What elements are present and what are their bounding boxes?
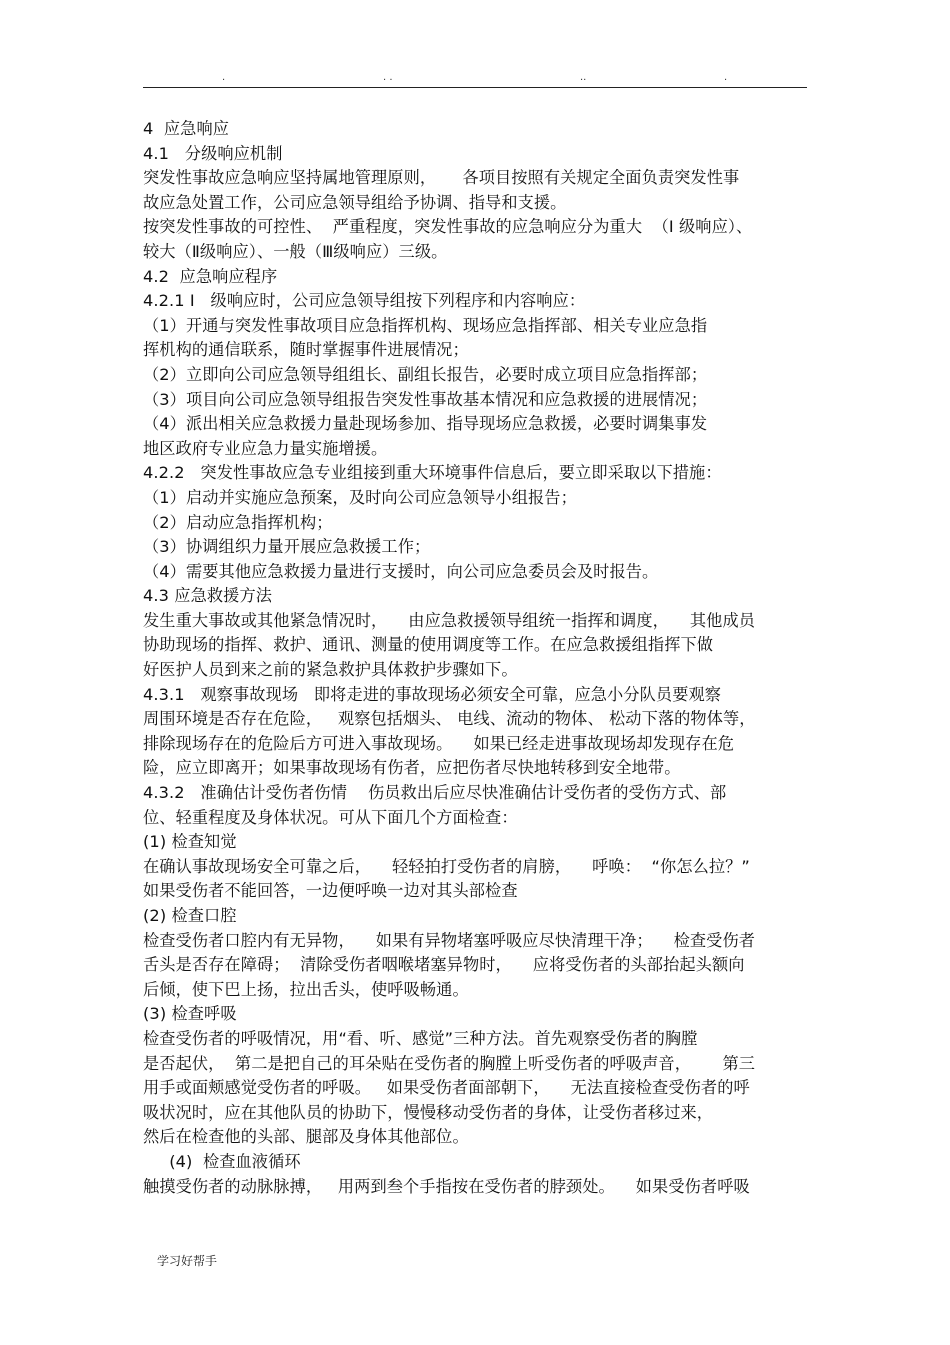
text-line: 排除现场存在的危险后方可进入事故现场。 如果已经走进事故现场却发现存在危 <box>143 733 735 753</box>
text-line: 发生重大事故或其他紧急情况时， 由应急救援领导组统一指挥和调度， 其他成员 <box>143 610 756 630</box>
header-dot-3: .. <box>580 72 587 83</box>
text-line: 好医护人员到来之前的紧急救护具体救护步骤如下。 <box>143 660 518 680</box>
text-line: (1) 检查知觉 <box>143 832 237 852</box>
text-line: 4 应急响应 <box>143 119 230 138</box>
text-line: （3）项目向公司应急领导组报告突发性事故基本情况和应急救援的进展情况； <box>143 389 708 409</box>
text-line: 舌头是否存在障碍； 清除受伤者咽喉堵塞异物时， 应将受伤者的头部抬起头额向 <box>143 955 745 975</box>
text-line: 4.3 应急救援方法 <box>143 586 273 606</box>
text-line: 4.2 应急响应程序 <box>143 266 278 286</box>
text-line: （2）启动应急指挥机构； <box>143 512 333 532</box>
text-line: 4.3.1 观察事故现场 即将走进的事故现场必须安全可靠，应急小分队员要观察 <box>143 684 722 704</box>
text-line: 较大（Ⅱ级响应）、一般（Ⅲ级响应）三级。 <box>143 241 448 261</box>
text-line: 在确认事故现场安全可靠之后， 轻轻拍打受伤者的肩膀， 呼唤： “你怎么拉？” <box>143 856 750 876</box>
text-line: 如果受伤者不能回答，一边便呼唤一边对其头部检查 <box>143 881 518 901</box>
text-line: 检查受伤者口腔内有无异物， 如果有异物堵塞呼吸应尽快清理干净； 检查受伤者 <box>143 930 756 950</box>
header-rule <box>143 87 807 88</box>
text-line: 然后在检查他的头部、腿部及身体其他部位。 <box>143 1127 469 1147</box>
text-line: （1）启动并实施应急预案，及时向公司应急领导小组报告； <box>143 487 577 507</box>
header-dot-4: . <box>724 72 728 83</box>
text-line: （4）需要其他应急救援力量进行支援时，向公司应急委员会及时报告。 <box>143 561 659 581</box>
text-line: 突发性事故应急响应坚持属地管理原则， 各项目按照有关规定全面负责突发性事 <box>143 168 740 188</box>
text-line: （3）协调组织力量开展应急救援工作； <box>143 537 431 557</box>
text-line: (4) 检查血液循环 <box>143 1151 301 1171</box>
text-line: 协助现场的指挥、救护、通讯、测量的使用调度等工作。在应急救援组指挥下做 <box>143 635 714 655</box>
text-line: 地区政府专业应急力量实施增援。 <box>143 438 388 458</box>
text-line: 故应急处置工作，公司应急领导组给予协调、指导和支援。 <box>143 192 567 212</box>
page-footer: 学习好帮手 <box>157 1254 218 1268</box>
text-line: 后倾，使下巴上扬，拉出舌头，使呼吸畅通。 <box>143 979 469 999</box>
text-line: (2) 检查口腔 <box>143 906 237 925</box>
text-line: 4.2.1 Ⅰ 级响应时，公司应急领导组按下列程序和内容响应： <box>143 291 586 311</box>
text-line: 4.2.2 突发性事故应急专业组接到重大环境事件信息后，要立即采取以下措施： <box>143 463 722 483</box>
document-body <box>143 117 811 1199</box>
text-line: 挥机构的通信联系，随时掌握事件进展情况； <box>143 340 469 360</box>
header-dot-1: . <box>222 72 226 83</box>
text-line: 是否起伏， 第二是把自己的耳朵贴在受伤者的胸膛上听受伤者的呼吸声音， 第三 <box>143 1053 756 1073</box>
text-line: 4.3.2 准确估计受伤者伤情 伤员救出后应尽快准确估计受伤者的受伤方式、部 <box>143 783 727 803</box>
text-line: 周围环境是否存在危险， 观察包括烟头、 电线、流动的物体、 松动下落的物体等， <box>143 709 756 729</box>
text-line: 吸状况时，应在其他队员的协助下，慢慢移动受伤者的身体，让受伤者移过来， <box>143 1102 714 1122</box>
text-line: (3) 检查呼吸 <box>143 1004 237 1024</box>
text-line: 检查受伤者的呼吸情况，用“看、听、感觉”三种方法。首先观察受伤者的胸膛 <box>143 1028 698 1048</box>
text-line: 4.1 分级响应机制 <box>143 143 283 163</box>
text-line: 险，应立即离开；如果事故现场有伤者，应把伤者尽快地转移到安全地带。 <box>143 758 681 778</box>
text-line: （1）开通与突发性事故项目应急指挥机构、现场应急指挥部、相关专业应急指 <box>143 315 708 335</box>
text-line: （2）立即向公司应急领导组组长、副组长报告，必要时成立项目应急指挥部； <box>143 364 708 384</box>
text-line: 位、轻重程度及身体状况。可从下面几个方面检查： <box>143 807 518 827</box>
text-line: 用手或面颊感觉受伤者的呼吸。 如果受伤者面部朝下， 无法直接检查受伤者的呼 <box>143 1078 750 1098</box>
text-line: （4）派出相关应急救援力量赴现场参加、指导现场应急救援，必要时调集事发 <box>143 414 708 434</box>
header-dot-2: . . <box>383 72 393 83</box>
text-line: 按突发性事故的可控性、 严重程度，突发性事故的应急响应分为重大 （Ⅰ 级响应）、 <box>143 217 753 237</box>
text-line: 触摸受伤者的动脉脉搏， 用两到叁个手指按在受伤者的脖颈处。 如果受伤者呼吸 <box>143 1176 750 1196</box>
